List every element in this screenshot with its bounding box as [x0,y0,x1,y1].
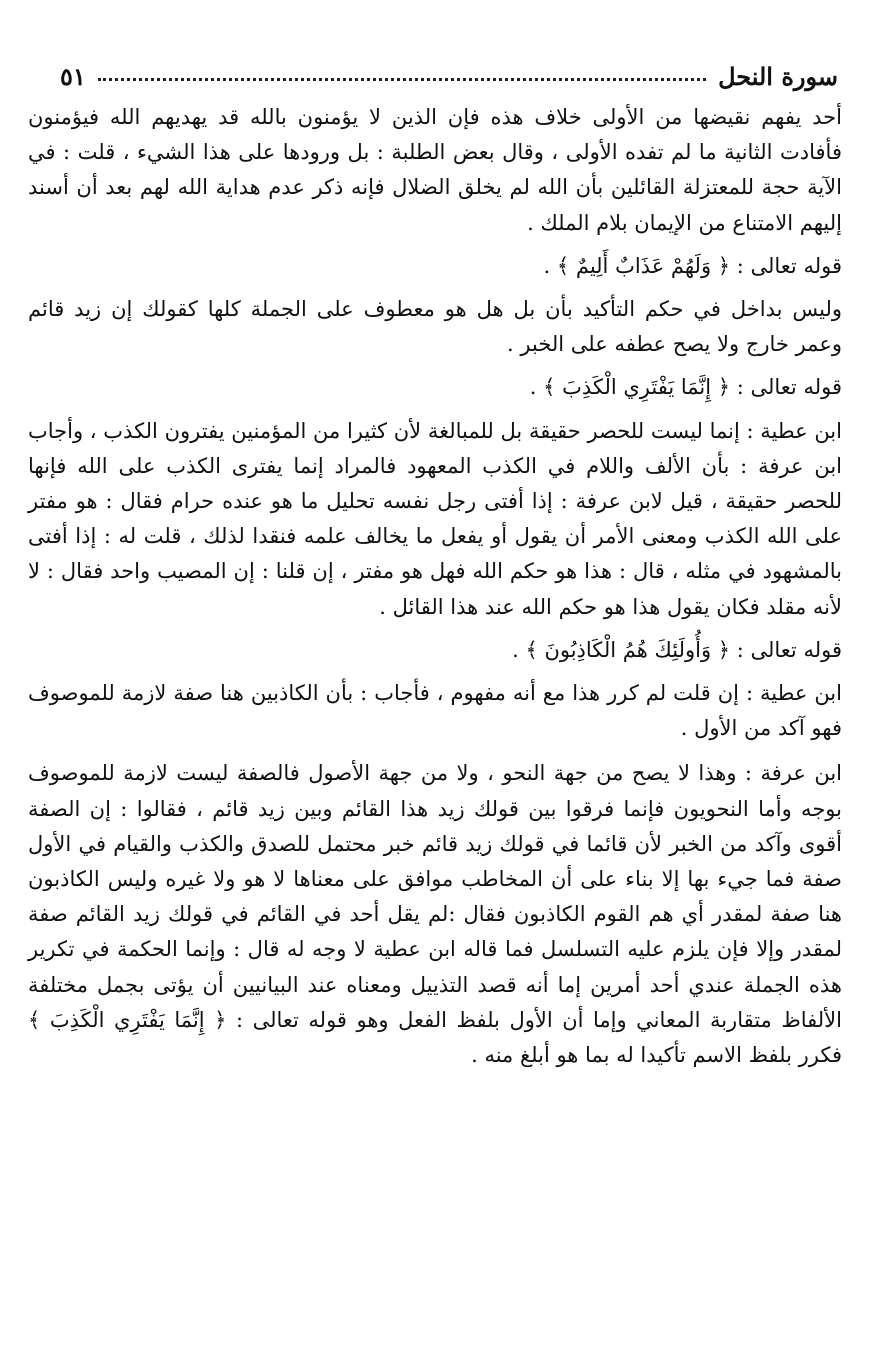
page-header [60,56,838,96]
page-body [28,100,842,1073]
paragraph-5: ابن عرفة : وهذا لا يصح من جهة النحو ، ولا من جهة الأصول فالصفة ليست لازمة للموصوف بوجه وأما النحويون فإنما فرقوا بين قولك زيد هذا القائم وبين زيد قائم ، فقالوا : إن الصفة أقوى وآكد من الخبر لأن قائما في قولك زيد قائم خبر محتمل للصدق والكذب والقيام في الأول صفة فما جيء بها إلا بناء على أن المخاطب موافق على معناها لا هو ولا غيره وليس الكاذبون هنا صفة لمقدر أي هم القوم الكاذبون فقال :لم يقل أحد في القائم في قولك زيد القائم صفة لمقدر وإلا فإن يلزم عليه التسلسل فما قاله ابن عطية لا وجه له قال : وإنما الحكمة في تكرير هذه الجملة عندي أحد أمرين إما أنه قصد التذييل ومعناه عند البيانيين أن يؤتى بجمل مختلفة الألفاظ متقاربة المعاني وإما أن الأول بلفظ الفعل وهو قوله تعالى : ﴿ إِنَّمَا يَفْتَرِي الْكَذِبَ ﴾ فكرر بلفظ الاسم تأكيدا له بما هو أبلغ منه . [28,761,842,1068]
dotted-leader [98,78,706,81]
verse-heading-3: قوله تعالى : ﴿ وَأُولَئِكَ هُمُ الْكَاذِبُونَ ﴾ . [512,637,842,662]
paragraph-3: ابن عطية : إنما ليست للحصر حقيقة بل للمبالغة لأن كثيرا من المؤمنين يفترون الكذب ، وأجاب ابن عرفة : بأن الألف واللام في الكذب المعهود فالمراد إنما يفترى الكذب على الله فإنها للحصر حقيقة ، قيل لابن عرفة : إذا أفتى رجل نفسه تحليل ما هو عنده حرام فقال : هو مفتر على الله الكذب ومعنى الأمر أن يقول أو يفعل ما يخالف علمه فنقدا لذلك ، قلت له : إذا أفتى بالمشهود في مثله ، قال : هذا هو حكم الله فهل هو مفتر ، إن قلنا : إن المصيب واحد فقال : لا لأنه مقلد فكان يقول هذا هو حكم الله عند هذا القائل . [28,418,842,619]
verse-heading-1: قوله تعالى : ﴿ وَلَهُمْ عَذَابٌ أَلِيمٌ ﴾ . [543,253,842,278]
page-number: ٥١ [60,61,86,91]
paragraph-4: ابن عطية : إن قلت لم كرر هذا مع أنه مفهوم ، فأجاب : بأن الكاذبين هنا صفة لازمة للموصوف فهو آكد من الأول . [28,681,842,741]
paragraph-1: أحد يفهم نقيضها من الأولى خلاف هذه فإن الذين لا يؤمنون بالله قد يهديهم الله فيؤمنون فأفادت الثانية ما لم تفده الأولى ، وقال بعض الطلبة : بل ورودها على هذا الشيء ، قلت : في الآية حجة للمعتزلة القائلين بأن الله لم يخلق الضلال فإنه ذكر عدم هداية الله لهم بعد أن أسند إليهم الامتناع من الإيمان بلام الملك . [28,105,842,235]
surah-title: سورة النحل [718,61,838,91]
verse-heading-2: قوله تعالى : ﴿ إِنَّمَا يَفْتَرِي الْكَذِبَ ﴾ . [529,375,842,400]
paragraph-2: وليس بداخل في حكم التأكيد بأن بل هل هو معطوف على الجملة كلها كقولك إن زيد قائم وعمر خارج ولا يصح عطفه على الخبر . [28,297,842,357]
